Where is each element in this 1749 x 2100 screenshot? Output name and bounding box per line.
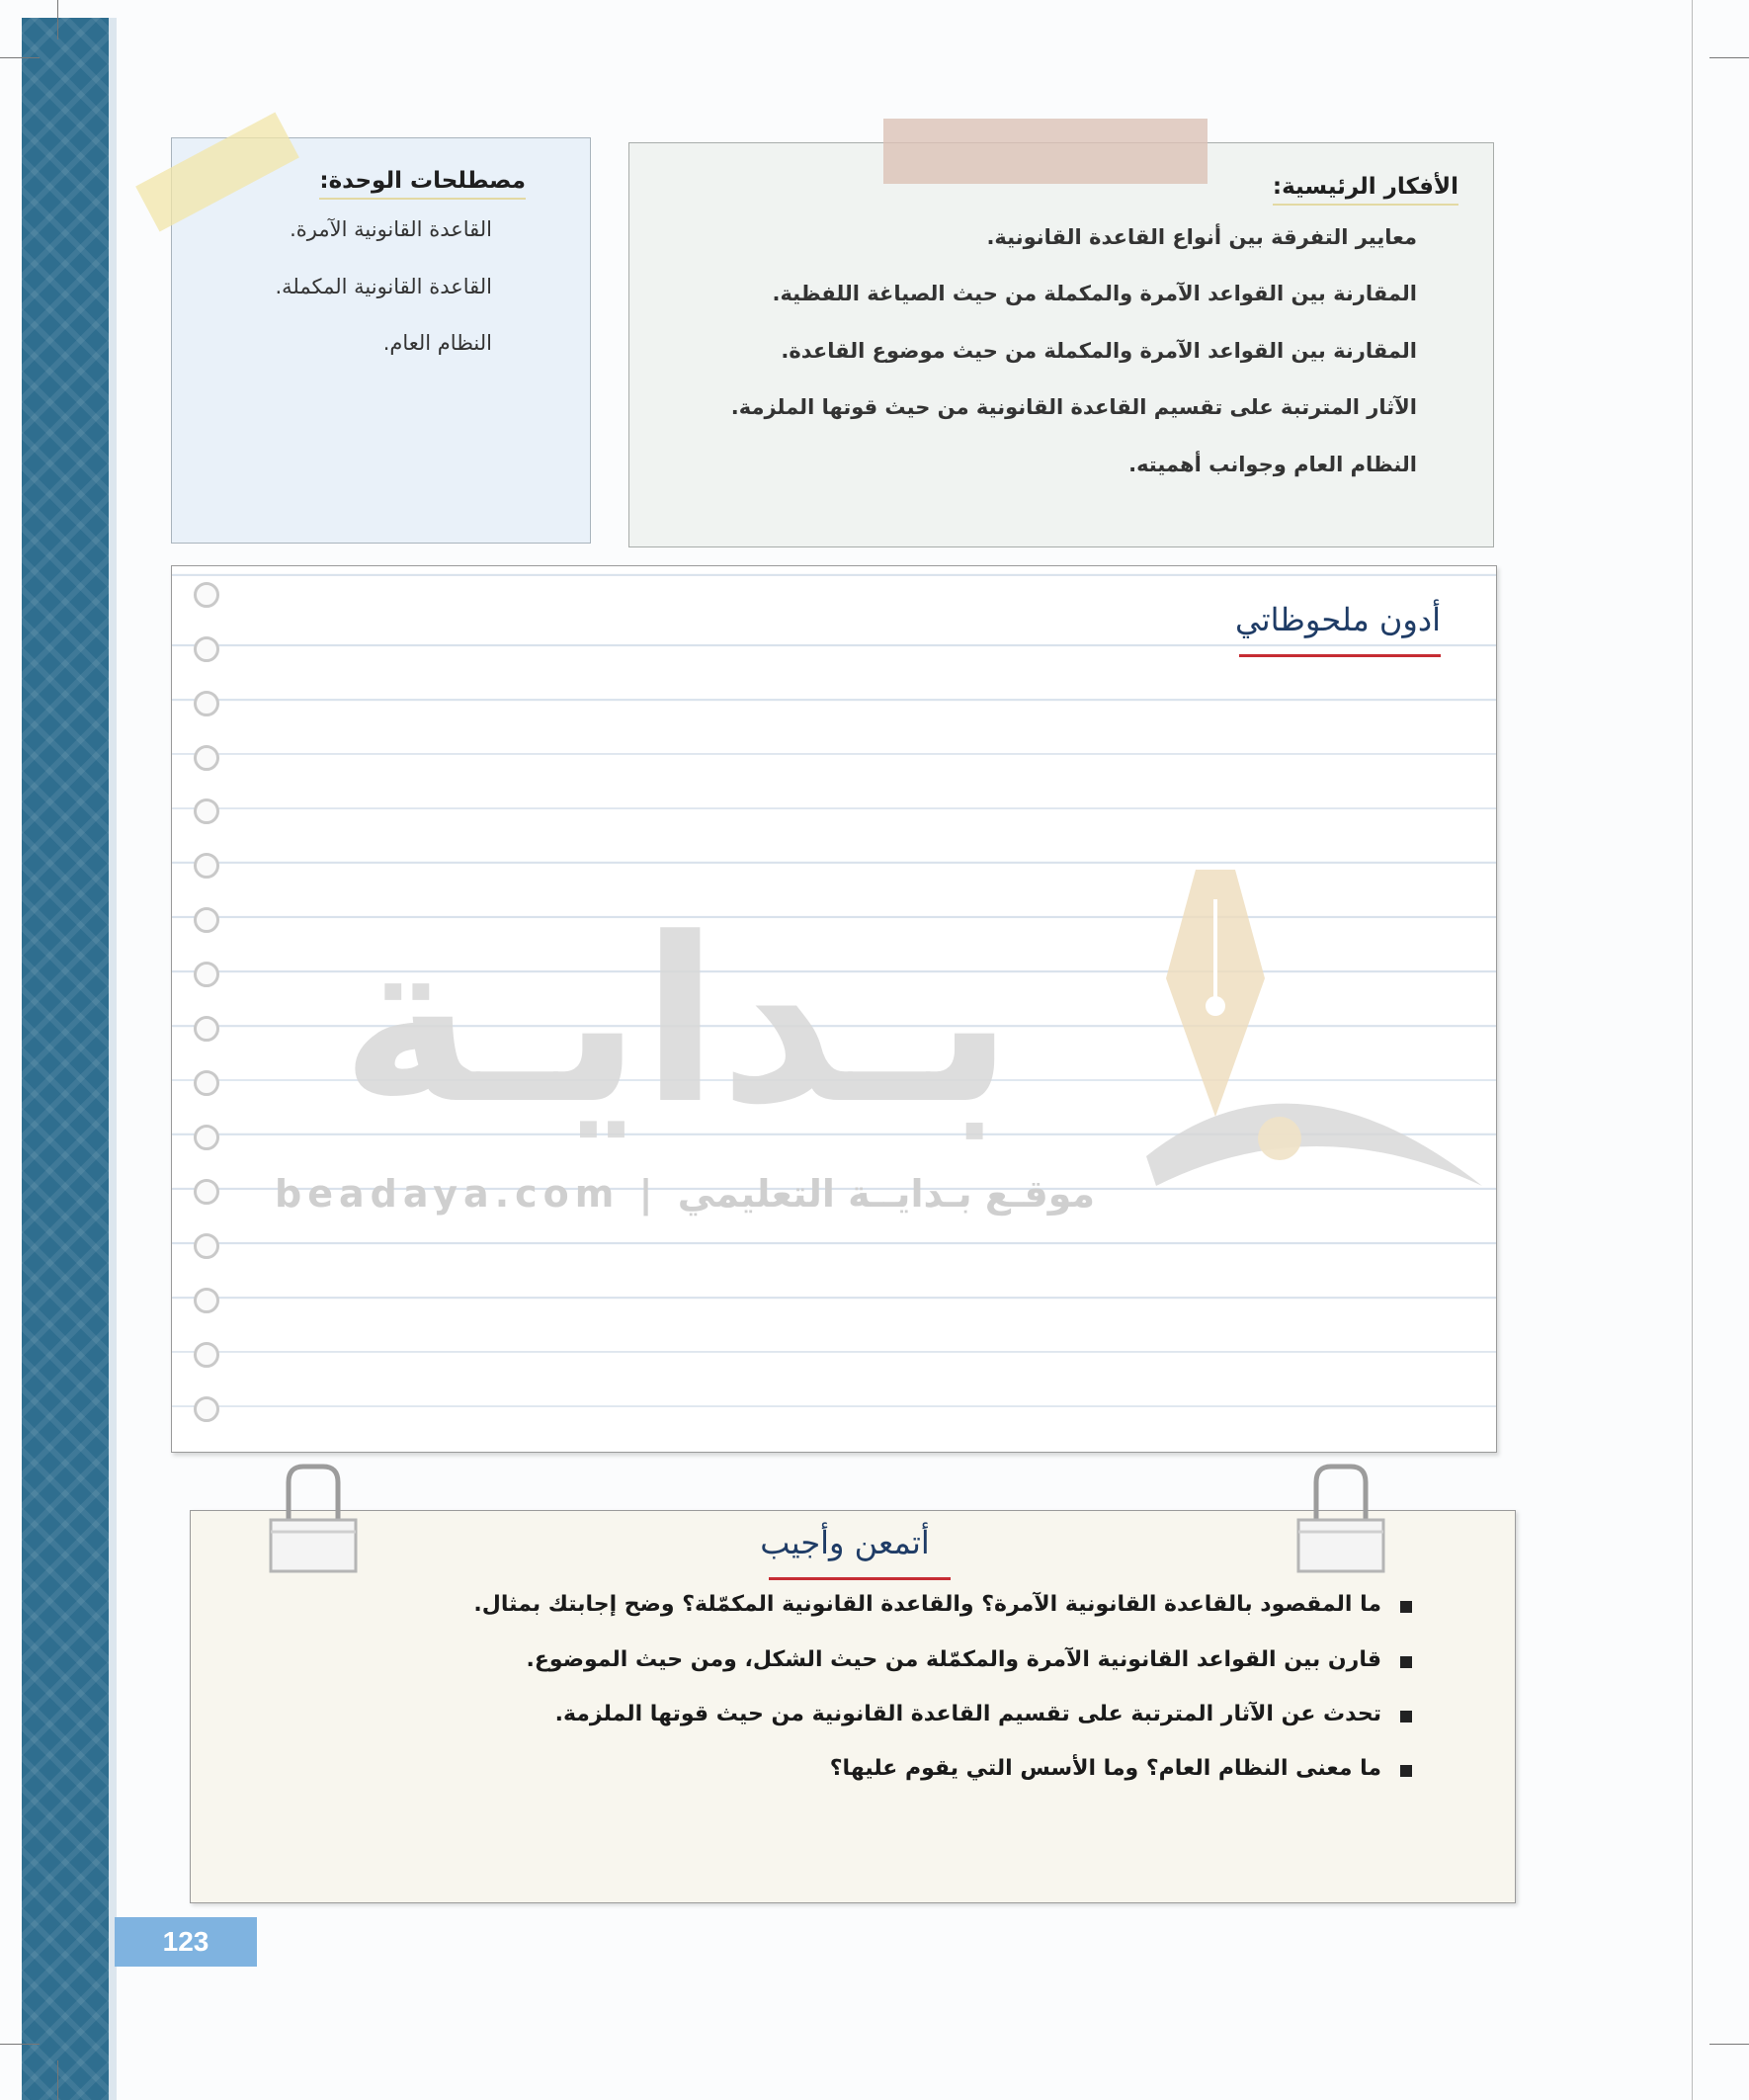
crop-mark [57, 0, 58, 40]
main-idea-item: المقارنة بين القواعد الآمرة والمكملة من حيث الصياغة اللفظية. [772, 282, 1417, 305]
binder-ring [194, 1125, 219, 1150]
binder-ring [194, 1016, 219, 1042]
crop-mark [1709, 57, 1749, 58]
pen-nib-icon [1136, 860, 1482, 1216]
notes-title: أدون ملحوظاتي [1235, 601, 1441, 638]
question-text: تحدث عن الآثار المترتبة على تقسيم القاعدة القانونية من حيث قوتها الملزمة. [554, 1702, 1381, 1726]
crop-mark [1709, 2044, 1749, 2045]
square-bullet-icon [1400, 1656, 1412, 1668]
binder-ring [194, 1070, 219, 1096]
watermark-brand: بـدايـة [340, 890, 1014, 1154]
binder-ring [194, 1396, 219, 1422]
main-ideas-heading: الأفكار الرئيسية: [1273, 174, 1458, 206]
main-idea-item: المقارنة بين القواعد الآمرة والمكملة من حيث موضوع القاعدة. [781, 339, 1417, 363]
crop-mark [57, 2060, 58, 2100]
watermark-site: beadaya.com | موقـع بـدايــة التعليمي [275, 1172, 1096, 1216]
crop-mark [0, 2044, 40, 2045]
main-idea-item: الآثار المترتبة على تقسيم القاعدة القانونية من حيث قوتها الملزمة. [730, 395, 1417, 419]
binder-ring [194, 907, 219, 933]
binder-ring [194, 798, 219, 824]
unit-term-item: القاعدة القانونية المكملة. [275, 275, 492, 298]
binder-ring [194, 1233, 219, 1259]
unit-term-item: القاعدة القانونية الآمرة. [290, 217, 492, 241]
binder-ring [194, 1288, 219, 1313]
square-bullet-icon [1400, 1601, 1412, 1613]
binder-ring [194, 853, 219, 879]
question-text: ما المقصود بالقاعدة القانونية الآمرة؟ والقاعدة القانونية المكمّلة؟ وضح إجابتك بمثال. [473, 1592, 1381, 1617]
unit-terms-heading: مصطلحات الوحدة: [319, 168, 526, 200]
main-idea-item: معايير التفرقة بين أنواع القاعدة القانونية. [986, 225, 1417, 249]
question-text: قارن بين القواعد القانونية الآمرة والمكمّلة من حيث الشكل، ومن حيث الموضوع. [526, 1647, 1381, 1672]
crop-mark [0, 57, 40, 58]
binder-ring [194, 636, 219, 662]
page-number: 123 [162, 1926, 209, 1957]
binder-ring [194, 691, 219, 716]
binder-clip-icon [1287, 1461, 1395, 1579]
margin-line [1692, 0, 1693, 2100]
decorative-side-band [22, 18, 109, 2100]
binder-ring [194, 582, 219, 608]
square-bullet-icon [1400, 1711, 1412, 1722]
reflect-title-underline [769, 1577, 951, 1580]
unit-term-item: النظام العام. [382, 331, 492, 355]
binder-ring [194, 1342, 219, 1368]
square-bullet-icon [1400, 1765, 1412, 1777]
binder-ring [194, 745, 219, 771]
notes-title-underline [1239, 654, 1441, 657]
binder-clip-icon [259, 1461, 368, 1579]
side-band-edge [109, 18, 117, 2100]
main-idea-item: النظام العام وجوانب أهميته. [1128, 453, 1417, 476]
reflect-title: أتمعن وأجيب [760, 1524, 930, 1561]
tape-decoration [883, 119, 1208, 184]
question-text: ما معنى النظام العام؟ وما الأسس التي يقوم عليها؟ [829, 1756, 1381, 1781]
binder-ring [194, 962, 219, 987]
binder-ring [194, 1179, 219, 1205]
